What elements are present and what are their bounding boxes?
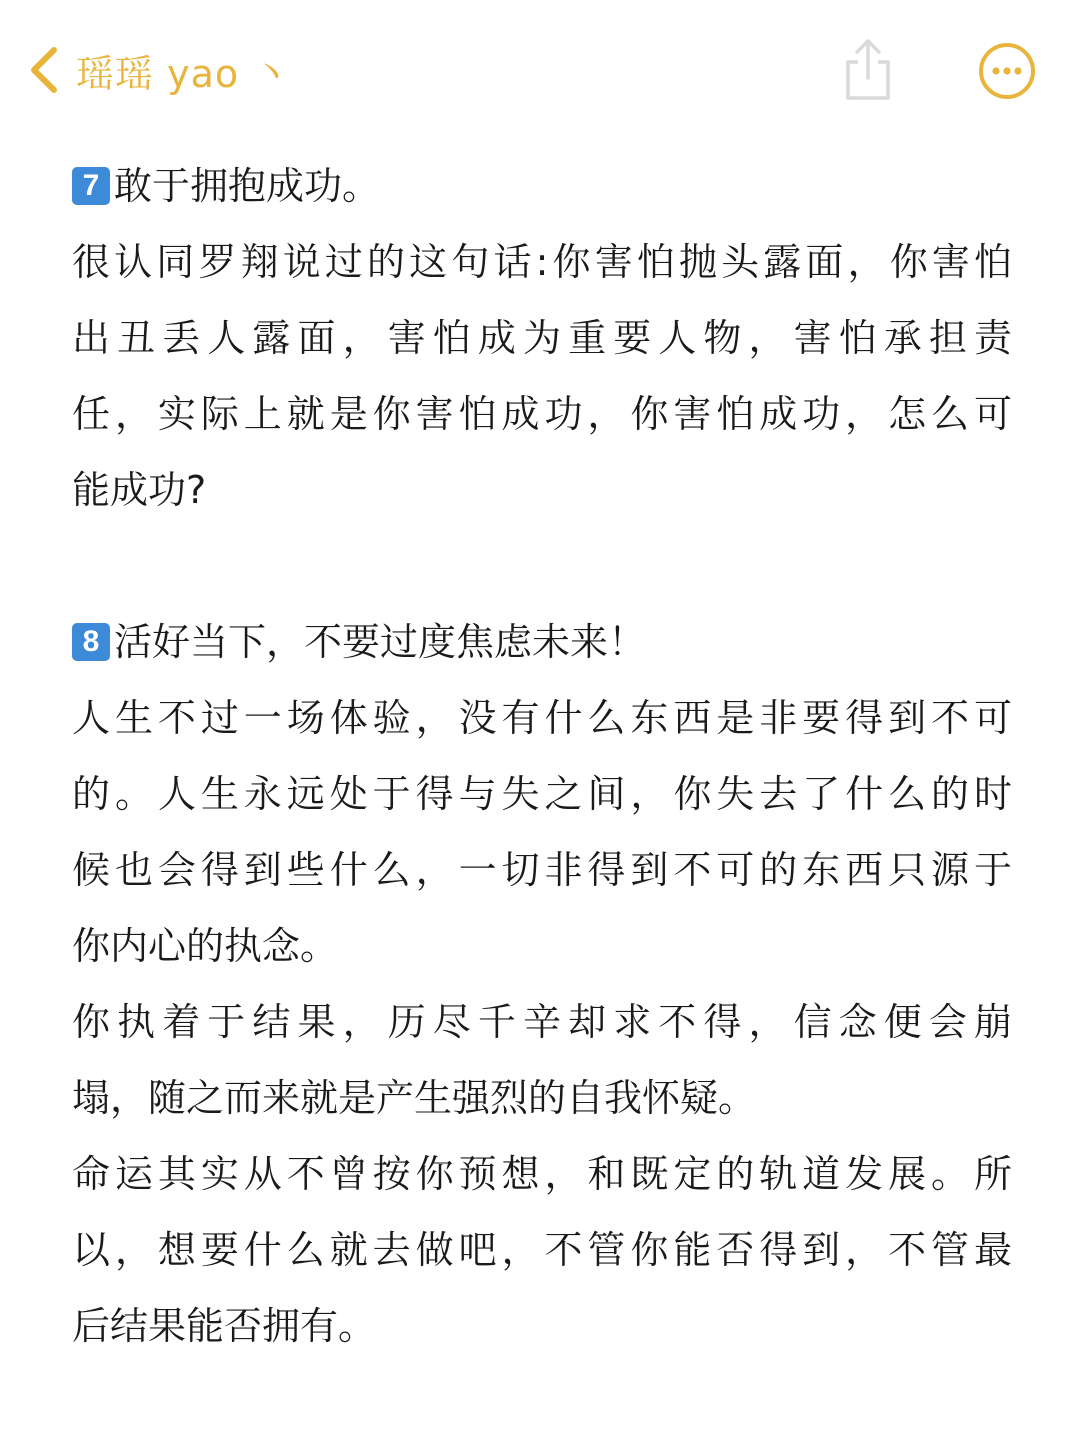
paragraph-line: 的。人生永远处于得与失之间，你失去了什么的时: [72, 772, 1012, 816]
section-7-title: 敢于拥抱成功。: [114, 164, 381, 208]
section-7-heading: [72, 148, 1012, 224]
paragraph-line: 塌，随之而来就是产生强烈的自我怀疑。: [72, 1076, 757, 1120]
share-icon[interactable]: [838, 36, 898, 102]
navigation-bar: [0, 0, 1080, 140]
more-horizontal-icon[interactable]: [978, 42, 1036, 100]
paragraph-line: 出丑丢人露面，害怕成为重要人物，害怕承担责: [72, 316, 1012, 360]
paragraph-line: 以，想要什么就去做吧，不管你能否得到，不管最: [72, 1228, 1012, 1272]
section-spacer: [72, 528, 1012, 604]
author-name[interactable]: 瑶瑶 yao 丶: [76, 51, 292, 96]
chevron-left-icon[interactable]: [26, 42, 62, 98]
paragraph-line: 任，实际上就是你害怕成功，你害怕成功，怎么可: [72, 392, 1012, 436]
paragraph-line: 你执着于结果，历尽千辛却求不得，信念便会崩: [72, 1000, 1012, 1044]
paragraph-line: 很认同罗翔说过的这句话:你害怕抛头露面，你害怕: [72, 240, 1012, 284]
paragraph-line: 后结果能否拥有。: [72, 1304, 377, 1348]
number-8-badge: 8: [72, 623, 110, 661]
section-8-heading: [72, 604, 1012, 680]
paragraph-line: 候也会得到些什么，一切非得到不可的东西只源于: [72, 848, 1012, 892]
paragraph-line: 命运其实从不曾按你预想，和既定的轨道发展。所: [72, 1152, 1012, 1196]
back-button[interactable]: [26, 40, 291, 100]
number-7-badge: 7: [72, 167, 110, 205]
paragraph-line: 人生不过一场体验，没有什么东西是非要得到不可: [72, 696, 1012, 740]
section-8-title: 活好当下，不要过度焦虑未来！: [114, 620, 647, 664]
note-content: [72, 148, 1012, 1364]
paragraph-line: 你内心的执念。: [72, 924, 339, 968]
paragraph-line: 能成功?: [72, 468, 207, 512]
